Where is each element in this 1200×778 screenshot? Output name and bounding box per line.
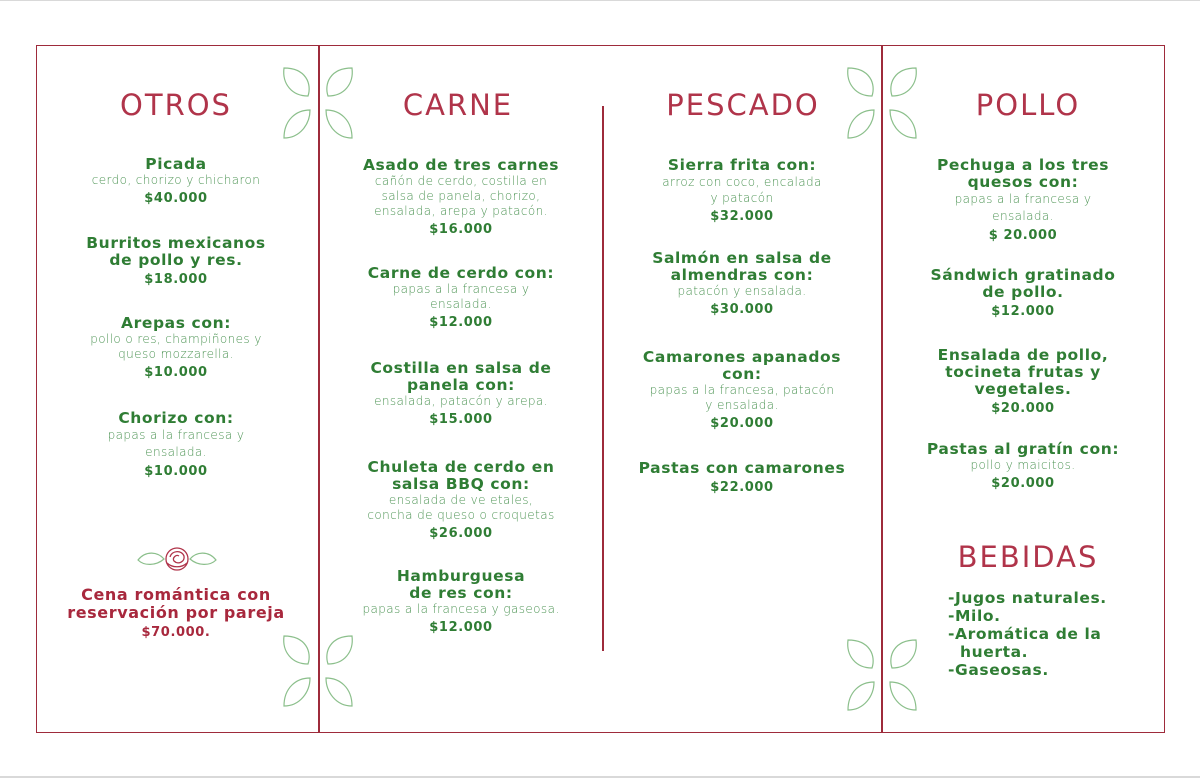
section-title-pescado: PESCADO — [666, 88, 820, 122]
item-price: $12.000 — [429, 620, 493, 635]
item-name: Hamburguesa de res con: — [396, 567, 526, 602]
list-item: -Gaseosas. — [948, 661, 1049, 679]
special-name: Cena romántica con reservación por pareja — [67, 585, 285, 622]
item-price: $26.000 — [429, 526, 493, 541]
item-description: papas a la francesa y ensalada. — [954, 192, 1092, 223]
item-price: $12.000 — [991, 304, 1055, 319]
menu-item — [332, 459, 590, 543]
drinks-list — [948, 589, 1148, 679]
item-price: $10.000 — [144, 464, 208, 479]
item-name: Chuleta de cerdo en salsa BBQ con: — [367, 458, 555, 493]
item-name: Burritos mexicanos de pollo y res. — [86, 234, 266, 269]
item-name: Pastas al gratín con: — [926, 440, 1120, 458]
item-price: $10.000 — [144, 365, 208, 380]
item-name: Ensalada de pollo, tocineta frutas y vegetales. — [937, 346, 1109, 398]
special-price: $70.000. — [141, 625, 211, 640]
item-name: Asado de tres carnes — [362, 156, 560, 174]
section-title-otros: OTROS — [120, 88, 232, 122]
menu-item — [50, 410, 302, 481]
menu-item — [894, 267, 1152, 321]
menu-item — [332, 265, 590, 332]
item-price: $16.000 — [429, 222, 493, 237]
item-name: Sándwich gratinado de pollo. — [930, 266, 1116, 301]
item-description: arroz con coco, encalada y patacón — [662, 175, 822, 205]
item-name: Pechuga a los tres quesos con: — [936, 156, 1110, 191]
item-price: $ 20.000 — [988, 228, 1058, 243]
menu-item — [614, 349, 870, 433]
item-description: papas a la francesa, patacón y ensalada. — [649, 383, 835, 412]
item-description: papas a la francesa y ensalada. — [107, 428, 245, 459]
item-price: $18.000 — [144, 272, 208, 287]
item-price: $20.000 — [710, 416, 774, 431]
item-name: Sierra frita con: — [667, 156, 817, 174]
section-title-carne: CARNE — [402, 88, 514, 122]
item-price: $15.000 — [429, 412, 493, 427]
item-name: Picada — [145, 155, 207, 173]
item-name: Salmón en salsa de almendras con: — [652, 249, 832, 284]
item-price: $12.000 — [429, 315, 493, 330]
item-name: Camarones apanados con: — [642, 348, 842, 383]
item-price: $40.000 — [144, 191, 208, 206]
item-description: papas a la francesa y ensalada. — [392, 282, 530, 311]
special-offer — [50, 586, 302, 642]
section-title-bebidas: BEBIDAS — [957, 540, 1099, 574]
list-item: huerta. — [948, 643, 1029, 661]
item-name: Pastas con camarones — [638, 459, 846, 477]
item-description: pollo o res, champiñones y queso mozzarella. — [90, 332, 262, 361]
item-price: $32.000 — [710, 209, 774, 224]
panel-divider-3 — [881, 45, 883, 733]
section-title-pollo: POLLO — [975, 88, 1081, 122]
leaf-cluster-bottom-left-icon — [278, 630, 358, 712]
list-item: -Aromática de la — [948, 625, 1102, 643]
item-description: papas a la francesa y gaseosa. — [362, 602, 560, 616]
menu-item — [332, 568, 590, 637]
leaf-cluster-top-left-icon — [278, 62, 358, 144]
item-name: Arepas con: — [121, 314, 231, 332]
item-description: pollo y maicitos. — [970, 458, 1076, 472]
item-price: $20.000 — [991, 401, 1055, 416]
menu-item — [50, 315, 302, 382]
item-description: ensalada, patacón y arepa. — [374, 394, 548, 408]
item-price: $30.000 — [710, 302, 774, 317]
panel-divider-2 — [602, 106, 604, 651]
item-name: Chorizo con: — [118, 409, 234, 427]
list-item: -Milo. — [948, 607, 1001, 625]
item-price: $22.000 — [710, 480, 774, 495]
item-price: $20.000 — [991, 476, 1055, 491]
rose-ornament-icon — [136, 544, 218, 574]
menu-item — [614, 460, 870, 497]
menu-item — [614, 157, 870, 226]
menu-item — [50, 156, 302, 208]
menu-item — [614, 250, 870, 319]
menu-item — [50, 235, 302, 289]
item-name: Costilla en salsa de panela con: — [370, 359, 552, 394]
top-edge — [0, 0, 1200, 1]
item-description: patacón y ensalada. — [677, 284, 807, 298]
list-item: -Jugos naturales. — [948, 589, 1107, 607]
menu-item — [894, 157, 1152, 245]
leaf-cluster-bottom-right-icon — [842, 634, 922, 716]
item-description: cañón de cerdo, costilla en salsa de panela, chorizo, ensalada, arepa y patacón. — [374, 174, 548, 218]
menu-item — [332, 157, 590, 239]
item-name: Carne de cerdo con: — [367, 264, 555, 282]
item-description: ensalada de ve etales, concha de queso o croquetas — [367, 493, 555, 522]
item-description: cerdo, chorizo y chicharon — [91, 173, 261, 187]
menu-item — [894, 441, 1152, 493]
menu-item — [332, 360, 590, 429]
menu-item — [894, 347, 1152, 418]
